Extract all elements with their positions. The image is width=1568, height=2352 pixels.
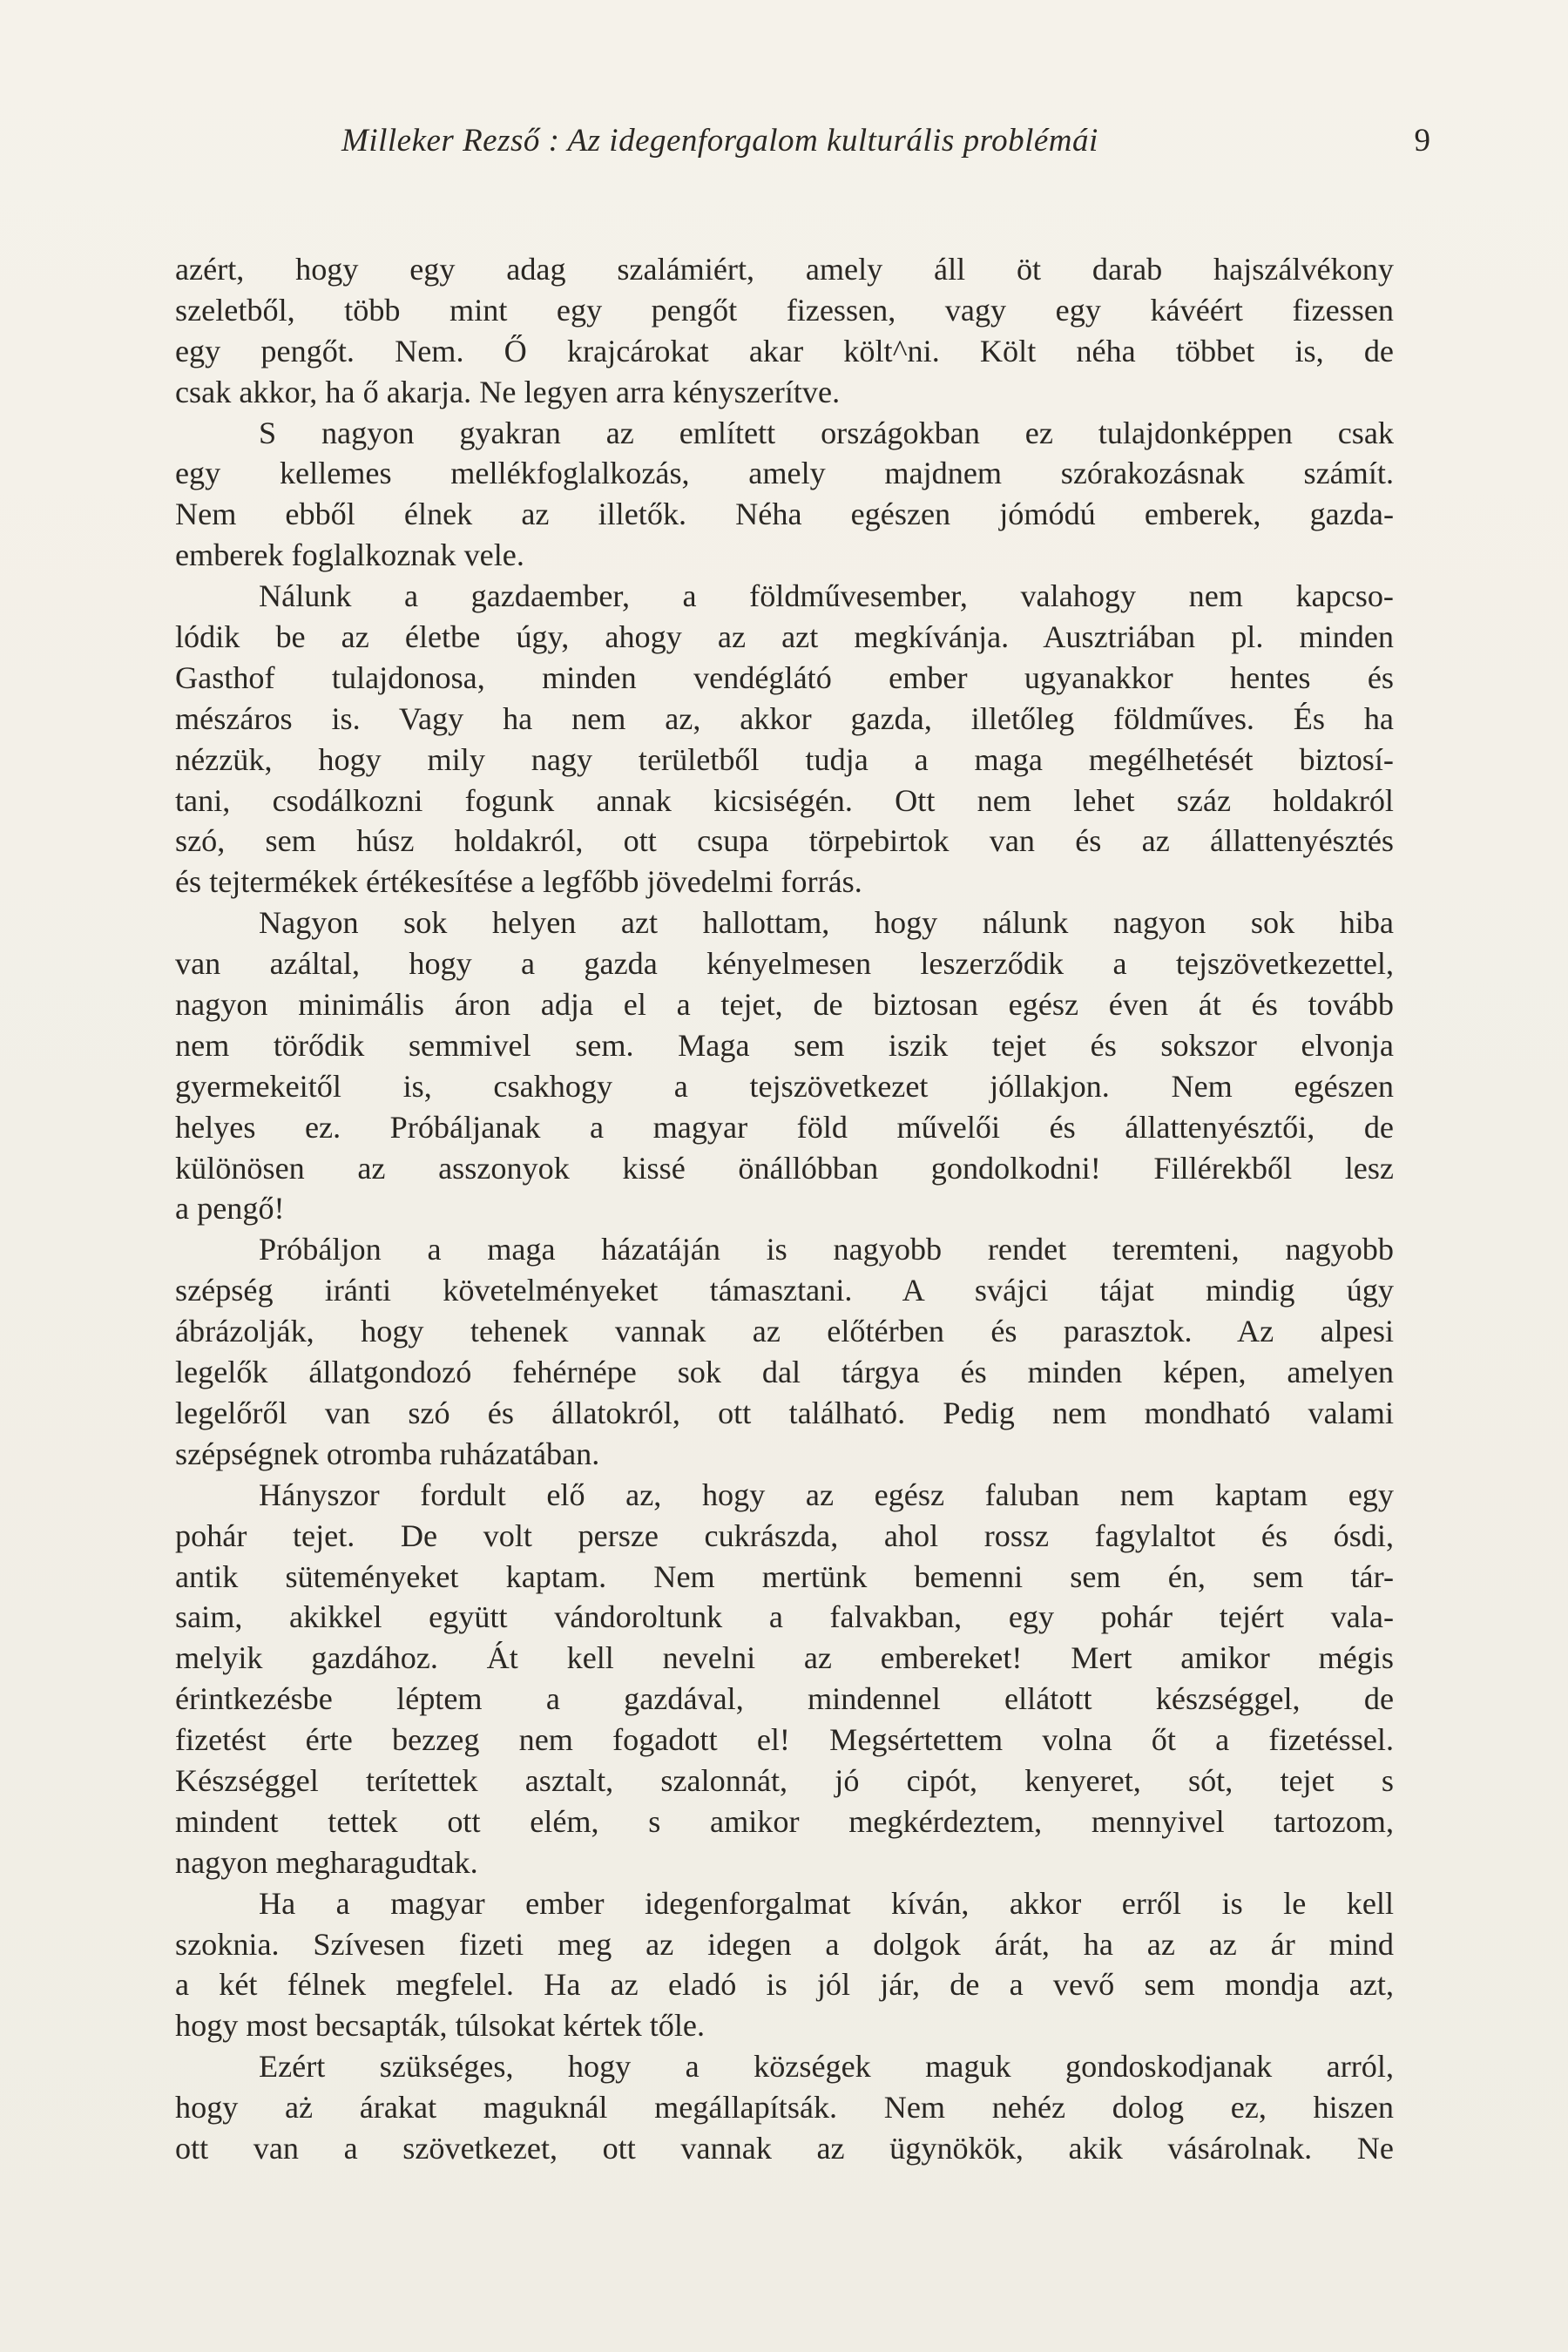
text-line: a pengő! bbox=[175, 1191, 285, 1227]
text-line: Ezért szükséges, hogy a községek maguk gondoskodjanak arról, bbox=[259, 2049, 1394, 2085]
text-line: helyes ez. Próbáljanak a magyar föld művelői és állattenyésztői, de bbox=[175, 1109, 1394, 1145]
text-line: antik süteményeket kaptam. Nem mertünk bemenni sem én, sem tár- bbox=[175, 1558, 1394, 1594]
running-title: Milleker Rezső : Az idegenforgalom kulturális problémái bbox=[341, 123, 1098, 159]
text-line: Nagyon sok helyen azt hallottam, hogy nálunk nagyon sok hiba bbox=[259, 905, 1394, 941]
text-line: saim, akikkel együtt vándoroltunk a falvakban, egy pohár tejért vala- bbox=[175, 1599, 1394, 1635]
text-line: szeletből, több mint egy pengőt fizessen, vagy egy kávéért fizessen bbox=[175, 292, 1394, 328]
paragraph bbox=[175, 249, 1394, 413]
text-line: nézzük, hogy mily nagy területből tudja a maga megélhetését biztosí- bbox=[175, 741, 1394, 777]
text-line: mészáros is. Vagy ha nem az, akkor gazda, illetőleg földműves. És ha bbox=[175, 700, 1394, 736]
text-line: ábrázolják, hogy tehenek vannak az előtérben és parasztok. Az alpesi bbox=[175, 1314, 1394, 1349]
text-line: nagyon minimális áron adja el a tejet, de biztosan egész éven át és tovább bbox=[175, 987, 1394, 1023]
paragraph bbox=[175, 2046, 1394, 2169]
paragraph bbox=[175, 902, 1394, 1229]
paragraph bbox=[175, 1229, 1394, 1474]
text-line: azért, hogy egy adag szalámiért, amely áll öt darab hajszálvékony bbox=[175, 252, 1394, 287]
text-line: egy pengőt. Nem. Ő krajcárokat akar költ^ni. Költ néha többet is, de bbox=[175, 333, 1394, 368]
text-line: érintkezésbe léptem a gazdával, mindennel ellátott készséggel, de bbox=[175, 1681, 1394, 1717]
text-line: Nálunk a gazdaember, a földművesember, valahogy nem kapcso- bbox=[259, 578, 1394, 614]
text-line: Ha a magyar ember idegenforgalmat kíván, akkor erről is le kell bbox=[259, 1885, 1394, 1921]
paragraph bbox=[175, 1883, 1394, 2047]
paragraph bbox=[175, 413, 1394, 577]
text-line: és tejtermékek értékesítése a legfőbb jövedelmi forrás. bbox=[175, 864, 862, 900]
text-line: Nem ebből élnek az illetők. Néha egészen jómódú emberek, gazda- bbox=[175, 497, 1394, 532]
text-line: mindent tettek ott elém, s amikor megkérdeztem, mennyivel tartozom, bbox=[175, 1803, 1394, 1839]
text-line: Készséggel terítettek asztalt, szalonnát, jó cipót, kenyeret, sót, tejet s bbox=[175, 1762, 1394, 1798]
body-text bbox=[175, 249, 1394, 2169]
text-line: pohár tejet. De volt persze cukrászda, ahol rossz fagylaltot és ósdi, bbox=[175, 1517, 1394, 1553]
text-line: szoknia. Szívesen fizeti meg az idegen a dolgok árát, ha az az ár mind bbox=[175, 1926, 1394, 1962]
text-line: ott van a szövetkezet, ott vannak az ügynökök, akik vásárolnak. Ne bbox=[175, 2130, 1394, 2166]
paragraph bbox=[175, 1475, 1394, 1883]
text-line: emberek foglalkoznak vele. bbox=[175, 537, 524, 573]
text-line: nem törődik semmivel sem. Maga sem iszik tejet és sokszor elvonja bbox=[175, 1027, 1394, 1063]
text-line: legelők állatgondozó fehérnépe sok dal tárgya és minden képen, amelyen bbox=[175, 1355, 1394, 1390]
text-line: egy kellemes mellékfoglalkozás, amely majdnem szórakozásnak számít. bbox=[175, 456, 1394, 491]
text-line: hogy aż árakat maguknál megállapítsák. Nem nehéz dolog ez, hiszen bbox=[175, 2090, 1394, 2126]
text-line: lódik be az életbe úgy, ahogy az azt megkívánja. Ausztriában pl. minden bbox=[175, 619, 1394, 655]
text-line: van azáltal, hogy a gazda kényelmesen leszerződik a tejszövetkezettel, bbox=[175, 946, 1394, 982]
text-line: a két félnek megfelel. Ha az eladó is jól jár, de a vevő sem mondja azt, bbox=[175, 1967, 1394, 2003]
text-line: hogy most becsapták, túlsokat kértek tőle. bbox=[175, 2008, 706, 2044]
text-line: csak akkor, ha ő akarja. Ne legyen arra kényszerítve. bbox=[175, 374, 841, 409]
page-number: 9 bbox=[1414, 123, 1430, 159]
paragraph bbox=[175, 576, 1394, 902]
text-line: S nagyon gyakran az említett országokban ez tulajdonképpen csak bbox=[259, 415, 1394, 450]
text-line: szó, sem húsz holdakról, ott csupa törpebirtok van és az állattenyésztés bbox=[175, 823, 1394, 859]
text-line: Próbáljon a maga házatáján is nagyobb rendet teremteni, nagyobb bbox=[259, 1232, 1394, 1267]
running-header bbox=[341, 122, 1430, 171]
text-line: legelőről van szó és állatokról, ott található. Pedig nem mondható valami bbox=[175, 1395, 1394, 1430]
text-line: különösen az asszonyok kissé önállóbban gondolkodni! Fillérekből lesz bbox=[175, 1150, 1394, 1186]
text-line: melyik gazdához. Át kell nevelni az embereket! Mert amikor mégis bbox=[175, 1640, 1394, 1676]
text-line: gyermekeitől is, csakhogy a tejszövetkezet jóllakjon. Nem egészen bbox=[175, 1068, 1394, 1104]
text-line: szépség iránti követelményeket támasztani. A svájci tájat mindig úgy bbox=[175, 1273, 1394, 1308]
text-line: szépségnek otromba ruházatában. bbox=[175, 1436, 600, 1471]
text-line: Hányszor fordult elő az, hogy az egész faluban nem kaptam egy bbox=[259, 1477, 1394, 1512]
text-line: tani, csodálkozni fogunk annak kicsiségén. Ott nem lehet száz holdakról bbox=[175, 782, 1394, 818]
text-line: nagyon megharagudtak. bbox=[175, 1844, 478, 1880]
text-line: fizetést érte bezzeg nem fogadott el! Megsértettem volna őt a fizetéssel. bbox=[175, 1722, 1394, 1758]
text-line: Gasthof tulajdonosa, minden vendéglátó ember ugyanakkor hentes és bbox=[175, 659, 1394, 695]
